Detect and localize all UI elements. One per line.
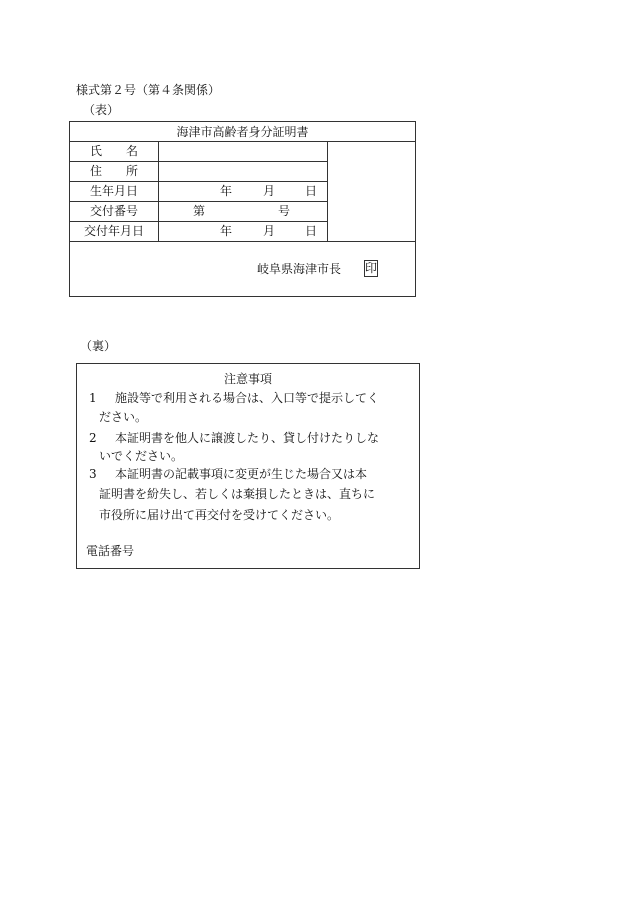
note-line: 市役所に届け出て再交付を受けてください。 (99, 508, 340, 522)
note-number: 2 (89, 431, 97, 445)
issue-date-day: 日 (305, 224, 318, 238)
note-number: 3 (89, 467, 97, 481)
issuer-name: 岐阜県海津市長 (257, 262, 342, 276)
seal-mark: 印 (365, 261, 378, 275)
notes-title: 注意事項 (223, 372, 272, 386)
phone-label: 電話番号 (86, 544, 135, 558)
note-line: 本証明書を他人に譲渡したり、貸し付けたりしな (115, 431, 380, 445)
issue-date-year: 年 (220, 224, 233, 238)
note-line: 施設等で利用される場合は、入口等で提示してく (115, 391, 380, 405)
issue-number-prefix: 第 (193, 204, 206, 218)
issue-number-suffix: 号 (278, 204, 291, 218)
issue-date-label: 交付年月日 (83, 224, 144, 238)
birthdate-month: 月 (263, 184, 276, 198)
birthdate-day: 日 (305, 184, 318, 198)
form-title: 様式第２号（第４条関係） (76, 83, 221, 97)
back-card (76, 363, 420, 569)
name-label: 氏 名 (89, 144, 138, 158)
address-label: 住 所 (89, 164, 138, 178)
note-line: ださい。 (99, 410, 148, 424)
note-line: 証明書を紛失し、若しくは棄損したときは、直ちに (99, 487, 376, 501)
birthdate-year: 年 (220, 184, 233, 198)
back-side-label: （裏） (80, 339, 117, 353)
issue-date-month: 月 (263, 224, 276, 238)
note-number: 1 (89, 391, 97, 405)
front-card (69, 121, 416, 297)
issue-number-label: 交付番号 (89, 204, 138, 218)
front-side-label: （表） (83, 103, 120, 117)
note-line: いでください。 (99, 449, 184, 463)
note-line: 本証明書の記載事項に変更が生じた場合又は本 (115, 467, 368, 481)
birthdate-label: 生年月日 (89, 184, 138, 198)
card-title: 海津市高齢者身分証明書 (176, 125, 309, 139)
